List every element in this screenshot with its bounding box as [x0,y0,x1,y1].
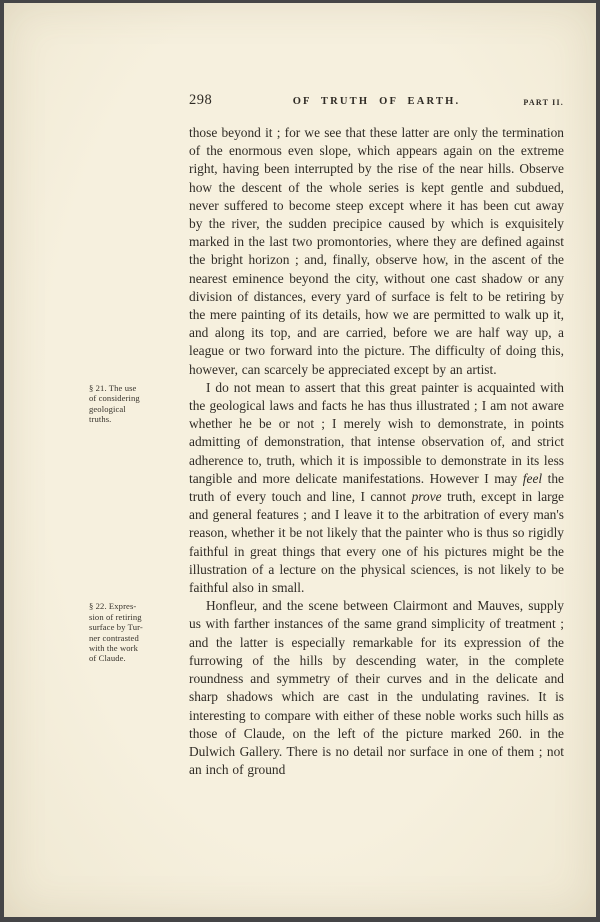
body-paragraph [89,597,564,779]
margin-note-line: with the work [89,642,139,653]
page-header [189,92,564,114]
margin-note-line: surface by Tur- [89,622,143,633]
margin-note-line: ner contrasted [89,632,139,643]
margin-note-line: § 21. The use [89,382,137,393]
margin-note-line: truths. [89,414,112,425]
body-text: Honfleur, and the scene between Clairmont and Mauves, supply us with farther instances of the same grand simplicity of treatment ; and the latter is especially remarkable for its expression of the furrowing of the hills by descending water, in the complete roundness and symmetry of their curves and in the delicate and sharp shadows which are cast in the undulating ravines. It is interesting to compare with either of these noble works such hills as those of Claude, on the left of the picture marked 260. in the Dulwich Gallery. There is no detail nor surface in one of them ; not an inch of ground [189,598,564,778]
body-text: I do not mean to assert that this great painter is acquainted with the geological laws and facts he has thus illustrated ; I am not aware whether he be or not ; I merely wish to demonstrate, in points admitting of demonstration, that intense observation of, and strict adherence to, truth, which it is impossible to demonstrate in its less tangible and more delicate manifestations. However I may [189,379,564,486]
body-paragraph [89,379,564,597]
running-title: OF TRUTH OF EARTH. [292,96,461,107]
body-paragraph [189,124,564,379]
margin-note-line: geological [89,403,126,414]
margin-note-line: of Claude. [89,653,126,664]
margin-note-line: § 22. Expres- [89,601,137,612]
margin-note-line: sion of retiring [89,611,142,622]
margin-note [89,601,181,663]
page-number: 298 [189,92,213,108]
italic-text: feel [522,470,543,486]
part-label: PART II. [523,98,564,107]
margin-note [89,383,181,425]
book-page [4,3,596,917]
body-text: truth, except in large and general features ; and I leave it to the arbitration of every man's reason, whether it be not likely that the painter who is thus so rigidly faithful in great things that every one of his pictures might be the illustration of a lecture on the physical sciences, is not likely to be faithful also in small. [189,489,564,596]
margin-note-line: of considering [89,393,140,404]
body-text: the truth of every touch and line, I cannot [189,470,564,505]
body-text: those beyond it ; for we see that these latter are only the termination of the enormous even slope, which appears again on the extreme right, having been interrupted by the rise of the near hills. Observe how the descent of the whole series is kept gentle and subdued, never suffered to become steep except where it has been cut away by the river, the sudden precipice caused by which is exquisitely marked in the last two promontories, where they are defined against the bright horizon ; and, finally, observe how, in the ascent of the nearest eminence beyond the city, without one cast shadow or any division of distances, every yard of surface is felt to be retiring by the mere painting of its details, how we are permitted to walk up it, and along its top, and are carried, before we are half way up, a league or two forward into the picture. The difficulty of doing this, however, can scarcely be appreciated except by an artist. [189,125,564,377]
text-block [89,124,564,779]
italic-text: prove [411,489,442,505]
